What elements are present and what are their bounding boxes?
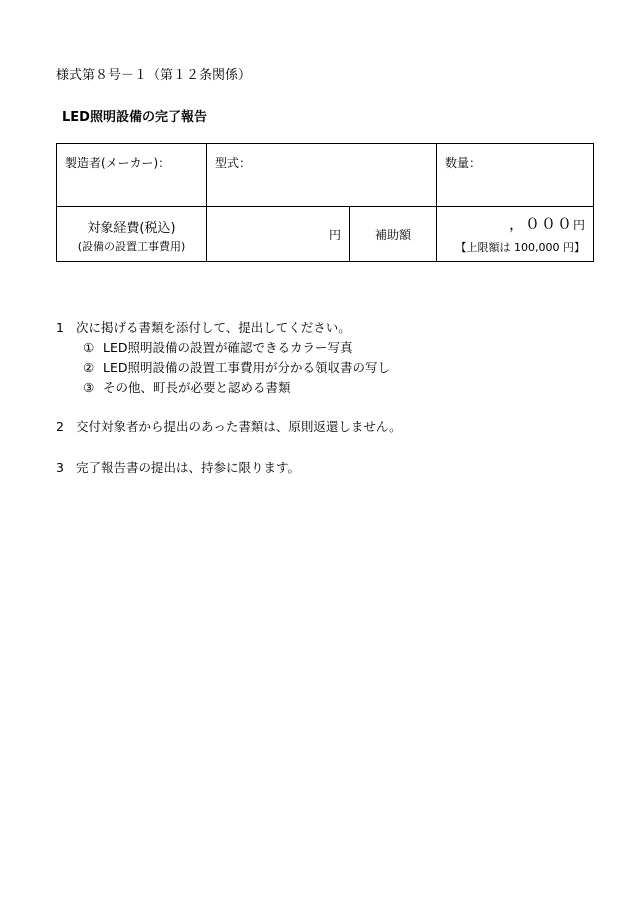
attachment-text-2: LED照明設備の設置工事費用が分かる領収書の写し [103, 360, 390, 375]
model-label: 型式： [215, 156, 252, 170]
quantity-cell[interactable] [437, 144, 594, 207]
table-row-cost [57, 207, 594, 262]
note-number-1: 1 [56, 320, 64, 335]
subsidy-amount-cell[interactable] [437, 207, 594, 262]
note-number-3: 3 [56, 460, 64, 475]
note-number-2: 2 [56, 419, 64, 434]
cost-amount-cell[interactable] [207, 207, 350, 262]
attachment-mark-1: ① [83, 340, 95, 355]
table-row-product [57, 144, 594, 207]
subsidy-amount: ，０００ [508, 215, 573, 233]
document-title: LED照明設備の完了報告 [62, 110, 207, 125]
subsidy-limit: 【上限額は 100,000 円】 [455, 241, 586, 254]
manufacturer-cell[interactable] [57, 144, 207, 207]
note-text-1: 次に掲げる書類を添付して、提出してください。 [76, 320, 351, 335]
cost-label-cell [57, 207, 207, 262]
note-item-2 [56, 417, 402, 435]
attachment-text-3: その他、町長が必要と認める書類 [103, 380, 291, 395]
attachment-text-1: LED照明設備の設置が確認できるカラー写真 [103, 340, 353, 355]
quantity-label: 数量： [445, 156, 482, 170]
attachment-mark-2: ② [83, 360, 95, 375]
attachment-item-3 [83, 378, 291, 396]
note-text-2: 交付対象者から提出のあった書類は、原則返還しません。 [76, 419, 402, 434]
note-text-3: 完了報告書の提出は、持参に限ります。 [76, 460, 301, 475]
cost-sublabel: (設備の設置工事費用) [77, 239, 186, 253]
note-item-3 [56, 458, 300, 476]
attachment-mark-3: ③ [83, 380, 95, 395]
note-item-1 [56, 318, 351, 336]
manufacturer-label: 製造者(メーカー)： [65, 156, 171, 170]
cost-label: 対象経費(税込) [87, 220, 176, 236]
attachment-item-1 [83, 338, 353, 356]
model-cell[interactable] [207, 144, 437, 207]
form-number: 様式第８号－１（第１２条関係） [56, 68, 252, 83]
cost-unit: 円 [328, 227, 341, 242]
subsidy-label-cell [350, 207, 437, 262]
report-table [56, 143, 594, 262]
subsidy-unit: 円 [573, 218, 586, 232]
attachment-item-2 [83, 358, 390, 376]
subsidy-label: 補助額 [375, 227, 412, 242]
